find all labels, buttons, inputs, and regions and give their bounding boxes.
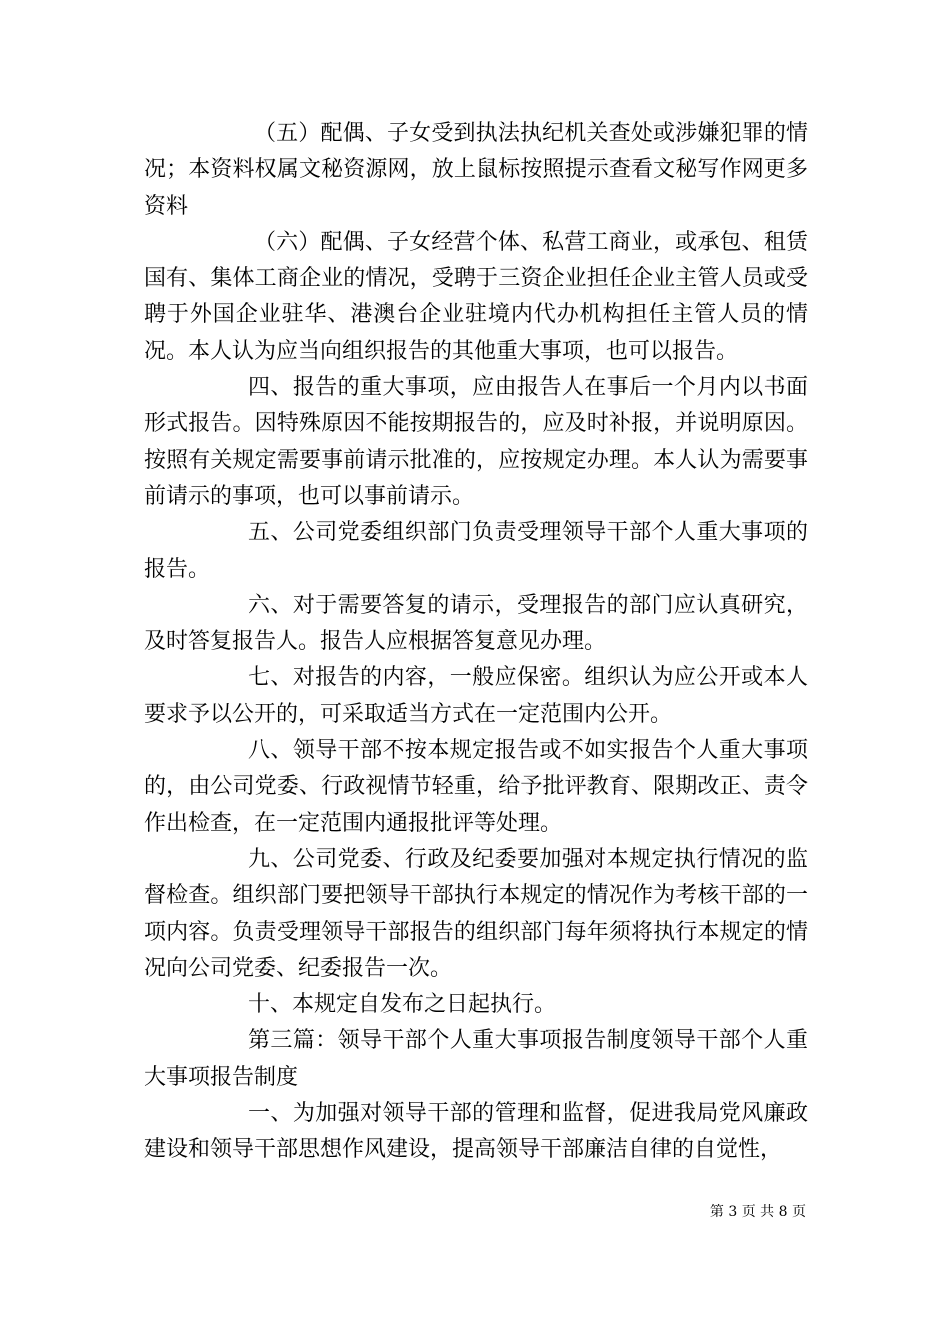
page-number: 第 3 页 共 8 页 <box>709 1204 806 1220</box>
paragraph: 九、公司党委、行政及纪委要加强对本规定执行情况的监督检查。组织部门要把领导干部执行本规定的情况作为考核干部的一项内容。负责受理领导干部报告的组织部门每年须将执行本规定的情况向公司党委、纪委报告一次。 <box>144 846 808 981</box>
paragraph: 七、对报告的内容，一般应保密。组织认为应公开或本人要求予以公开的，可采取适当方式在一定范围内公开。 <box>144 665 808 727</box>
paragraph: （六）配偶、子女经营个体、私营工商业，或承包、租赁国有、集体工商企业的情况，受聘于三资企业担任企业主管人员或受聘于外国企业驻华、港澳台企业驻境内代办机构担任主管人员的情况。本人认为应当向组织报告的其他重大事项，也可以报告。 <box>144 229 808 364</box>
paragraph: （五）配偶、子女受到执法执纪机关查处或涉嫌犯罪的情况；本资料权属文秘资源网，放上鼠标按照提示查看文秘写作网更多资料 <box>144 121 808 219</box>
paragraph: 四、报告的重大事项，应由报告人在事后一个月内以书面形式报告。因特殊原因不能按期报告的，应及时补报，并说明原因。按照有关规定需要事前请示批准的，应按规定办理。本人认为需要事前请示的事项，也可以事前请示。 <box>144 375 808 509</box>
paragraph: 一、为加强对领导干部的管理和监督，促进我局党风廉政建设和领导干部思想作风建设，提高领导干部廉洁自律的自觉性， <box>144 1101 808 1163</box>
paragraph: 六、对于需要答复的请示，受理报告的部门应认真研究，及时答复报告人。报告人应根据答复意见办理。 <box>144 592 808 655</box>
paragraph: 五、公司党委组织部门负责受理领导干部个人重大事项的报告。 <box>144 520 808 582</box>
document-body <box>144 116 808 1169</box>
paragraph: 第三篇：领导干部个人重大事项报告制度领导干部个人重大事项报告制度 <box>144 1028 808 1090</box>
paragraph: 八、领导干部不按本规定报告或不如实报告个人重大事项的，由公司党委、行政视情节轻重，给予批评教育、限期改正、责令作出检查，在一定范围内通报批评等处理。 <box>144 738 808 836</box>
paragraph: 十、本规定自发布之日起执行。 <box>248 992 557 1018</box>
